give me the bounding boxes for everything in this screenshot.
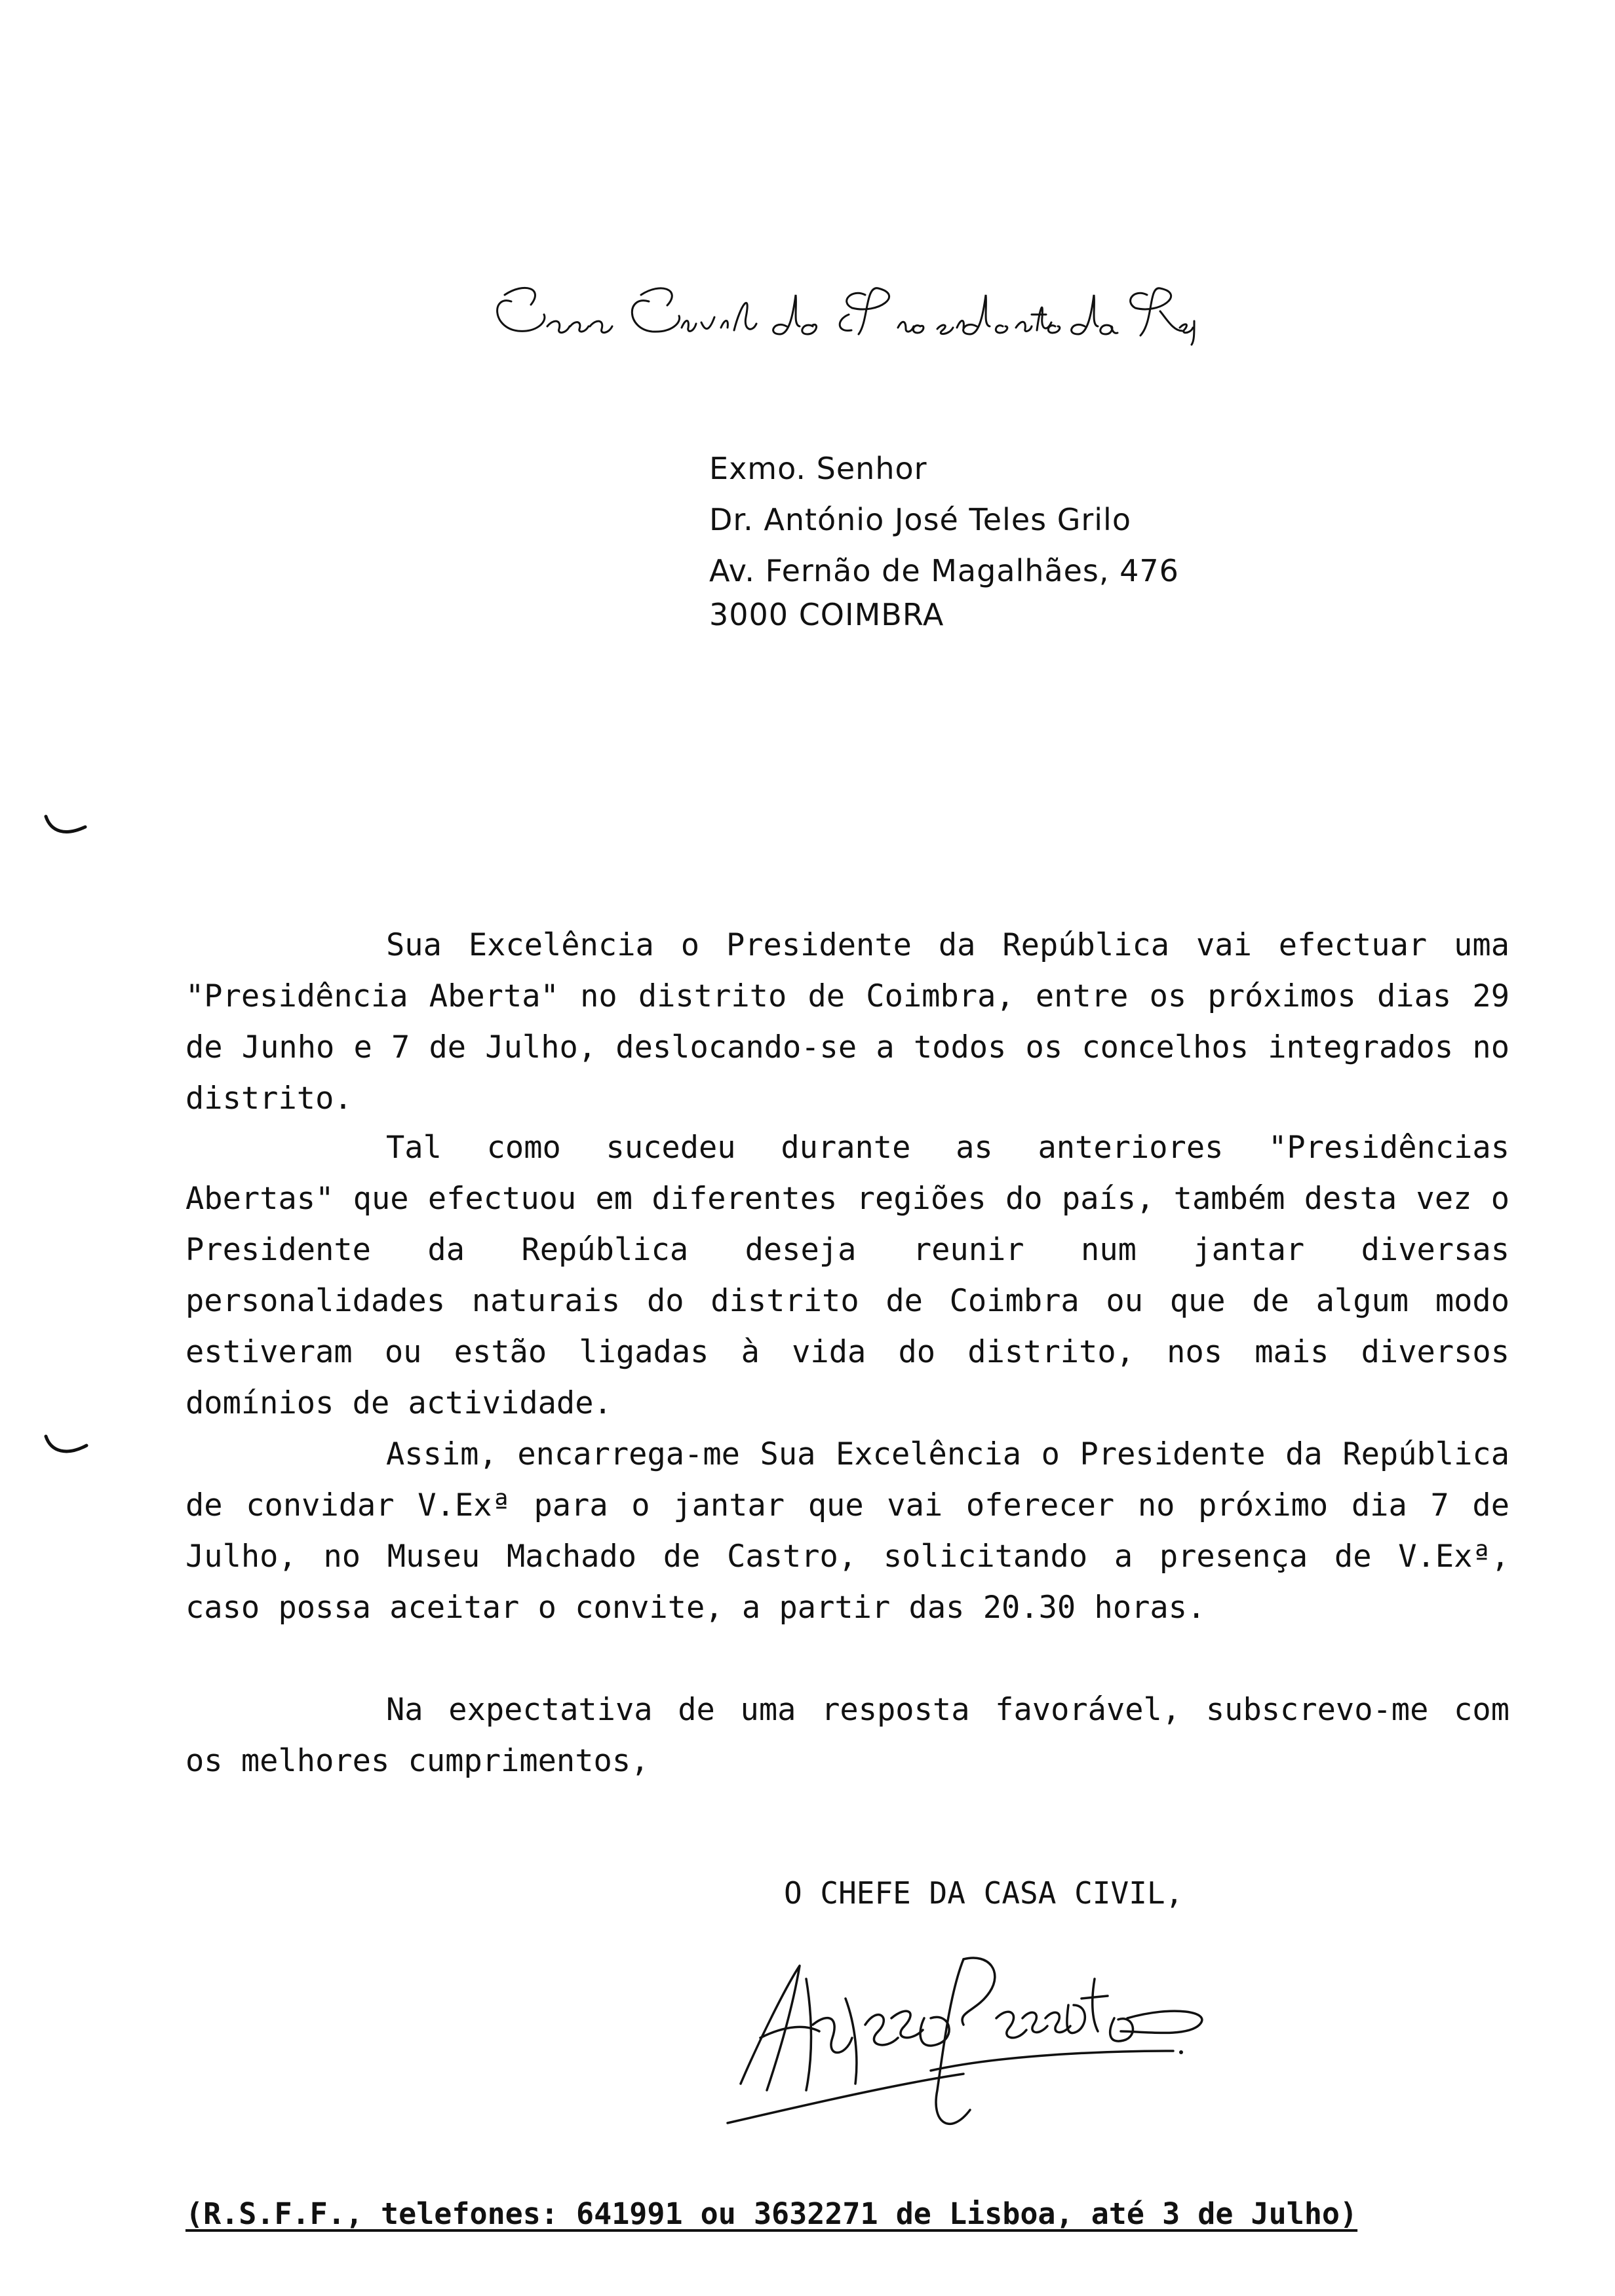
signature-image <box>714 1926 1239 2136</box>
body-paragraph-2 <box>185 1122 1509 1429</box>
handwritten-signature <box>714 1926 1239 2136</box>
body-paragraph-3 <box>185 1429 1509 1634</box>
closing-title: O CHEFE DA CASA CIVIL, <box>784 1875 1184 1911</box>
recipient-name: Dr. António José Teles Grilo <box>709 502 1131 537</box>
scan-mark-2 <box>41 1432 93 1459</box>
paragraph-text: Na expectativa de uma resposta favorável, subscrevo-me com os melhores cumprimentos, <box>185 1692 1509 1779</box>
paragraph-text: Sua Excelência o Presidente da República vai efectuar uma "Presidência Aberta" no distrito de Coimbra, entre os próximos dias 29 de Junho e 7 de Julho, deslocando-se a todos os concelhos integrados no distrito. <box>185 927 1509 1117</box>
recipient-address <box>709 443 1179 633</box>
letterhead-script-image <box>485 275 1206 347</box>
footer-note: (R.S.F.F., telefones: 641991 ou 3632271 de Lisboa, até 3 de Julho) <box>185 2196 1358 2231</box>
recipient-city: 3000 COIMBRA <box>709 597 944 632</box>
body-paragraph-1 <box>185 920 1509 1124</box>
body-paragraph-4 <box>185 1685 1509 1787</box>
paragraph-text: Assim, encarrega-me Sua Excelência o Presidente da República de convidar V.Exª para o jantar que vai oferecer no próximo dia 7 de Julho, no Museu Machado de Castro, solicitando a presença de V.Exª, caso possa aceitar o convite, a partir das 20.30 horas. <box>185 1436 1509 1626</box>
letterhead-script <box>485 275 1206 347</box>
paragraph-text: Tal como sucedeu durante as anteriores "Presidências Abertas" que efectuou em diferentes regiões do país, também desta vez o Presidente da República deseja reunir num jantar diversas personalidades naturais do distrito de Coimbra ou que de algum modo estiveram ou estão ligadas à vida do distrito, nos mais diversos domínios de actividade. <box>185 1130 1509 1421</box>
recipient-street: Av. Fernão de Magalhães, 476 <box>709 553 1179 588</box>
scan-mark-1 <box>39 813 92 839</box>
recipient-salutation: Exmo. Senhor <box>709 451 927 486</box>
